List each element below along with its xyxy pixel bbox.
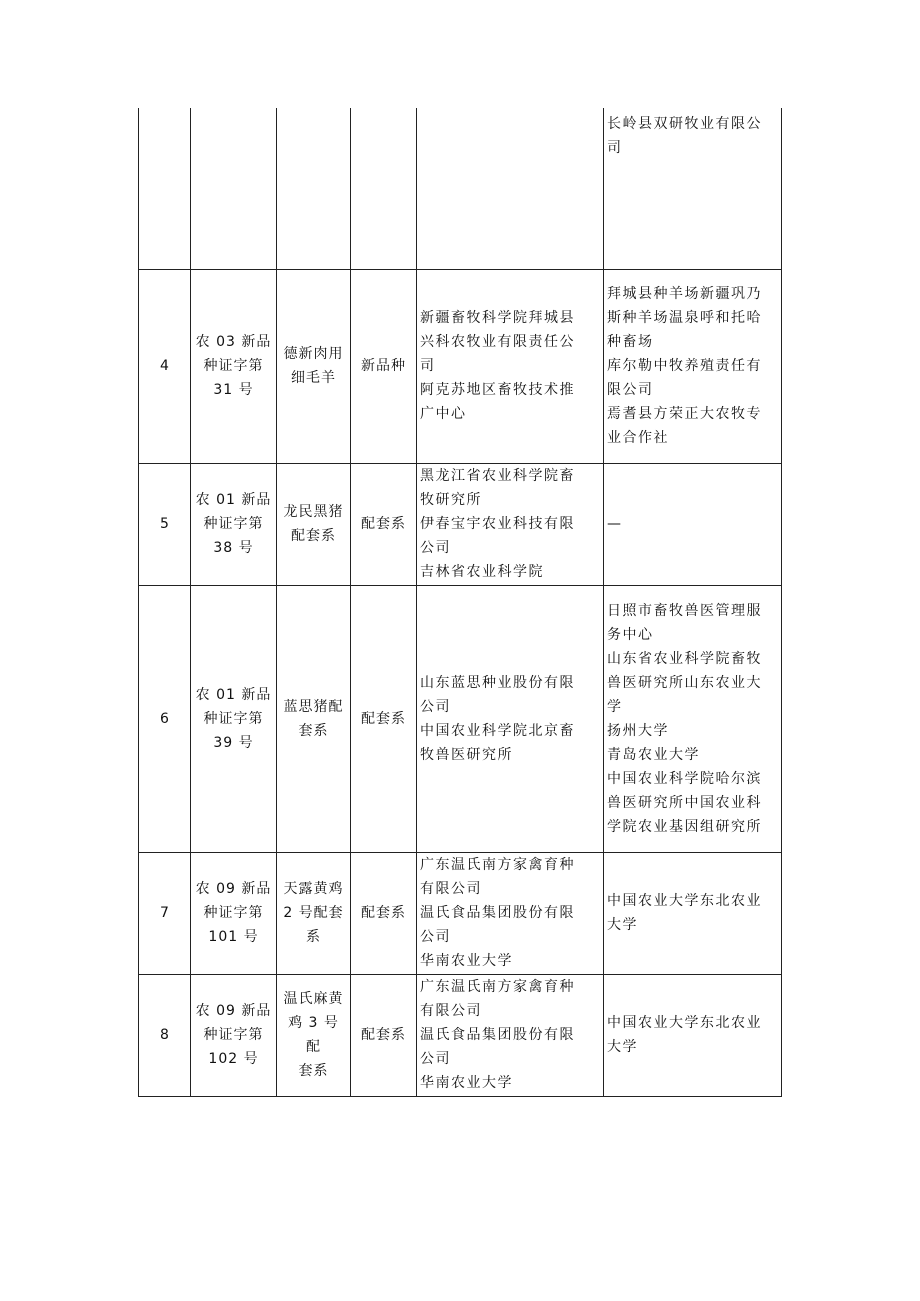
text-line: 公司	[420, 1051, 451, 1067]
text-line: 务中心	[607, 626, 654, 643]
text-line: 兽医研究所山东农业大	[607, 674, 762, 691]
text-line: 大学	[607, 917, 638, 933]
breeding-unit	[417, 974, 604, 1096]
text-line: 公司	[420, 698, 451, 715]
text-line: 农 09 新品	[195, 881, 272, 897]
breeding-unit	[417, 585, 604, 852]
text-line: 系	[306, 929, 321, 945]
breed-type: 新品种	[351, 269, 417, 463]
breed-name	[277, 585, 351, 852]
text-line: 司	[420, 358, 436, 374]
text-line: 31 号	[213, 382, 254, 398]
cooperating-unit	[604, 585, 782, 852]
certificate-number	[191, 852, 277, 974]
breed-name	[277, 269, 351, 463]
text-line: 库尔勒中牧养殖责任有	[607, 358, 762, 374]
text-line: 广中心	[420, 406, 467, 422]
breed-type: 配套系	[351, 974, 417, 1096]
text-line: 广东温氏南方家禽育种	[420, 857, 575, 873]
text-line: 公司	[420, 540, 451, 556]
text-line: 中国农业科学院哈尔滨	[607, 770, 762, 787]
text-line: 种畜场	[607, 334, 654, 350]
breed-type	[351, 108, 417, 269]
cooperating-unit	[604, 974, 782, 1096]
text-line: 大学	[607, 1039, 638, 1055]
text-line: 公司	[420, 929, 451, 945]
text-line: 学	[607, 698, 623, 715]
text-line: 种证字第	[203, 905, 264, 921]
text-line: 吉林省农业科学院	[420, 564, 544, 580]
text-line: 限公司	[607, 382, 654, 398]
table-row	[139, 108, 782, 269]
text-line: 华南农业大学	[420, 953, 513, 969]
breeding-unit	[417, 108, 604, 269]
text-line: 温氏麻黄	[283, 991, 344, 1007]
text-line: 配套系	[291, 528, 336, 544]
breed-type: 配套系	[351, 585, 417, 852]
text-line: 德新肉用	[283, 346, 344, 362]
text-line: 种证字第	[203, 516, 264, 532]
text-line: 青岛农业大学	[607, 746, 700, 763]
table-row	[139, 463, 782, 585]
text-line: 学院农业基因组研究所	[607, 818, 762, 835]
text-line: 山东省农业科学院畜牧	[607, 650, 762, 667]
cooperating-unit	[604, 852, 782, 974]
text-line: 农 09 新品	[195, 1003, 272, 1019]
text-line: 种证字第	[203, 1027, 264, 1043]
certificate-number	[191, 974, 277, 1096]
text-line: 有限公司	[420, 881, 482, 897]
breed-name	[277, 108, 351, 269]
text-line: 农 03 新品	[195, 334, 272, 350]
text-line: 101 号	[208, 929, 259, 945]
text-line: 新疆畜牧科学院拜城县	[420, 310, 575, 326]
row-number: 6	[139, 585, 191, 852]
certificate-number	[191, 269, 277, 463]
text-line: 广东温氏南方家禽育种	[420, 979, 575, 995]
registry-table	[138, 108, 782, 1097]
table-row	[139, 585, 782, 852]
text-line: 牧兽医研究所	[420, 746, 513, 763]
text-line: 伊春宝宇农业科技有限	[420, 516, 575, 532]
text-line: 焉耆县方荣正大农牧专	[607, 406, 762, 422]
text-line: 中国农业大学东北农业	[607, 1015, 762, 1031]
certificate-number	[191, 585, 277, 852]
text-line: 套系	[298, 1063, 329, 1079]
text-line: 中国农业科学院北京畜	[420, 722, 575, 739]
row-number: 7	[139, 852, 191, 974]
text-line: 2 号配套	[283, 905, 344, 921]
text-line: 牧研究所	[420, 492, 482, 508]
text-line: 阿克苏地区畜牧技术推	[420, 382, 575, 398]
text-line: 种证字第	[203, 358, 264, 374]
text-line: 司	[607, 140, 623, 156]
text-line: 102 号	[208, 1051, 259, 1067]
breed-name	[277, 852, 351, 974]
cooperating-unit	[604, 269, 782, 463]
text-line: 兽医研究所中国农业科	[607, 794, 762, 811]
certificate-number	[191, 463, 277, 585]
text-line: 种证字第	[203, 710, 264, 727]
text-line: 套系	[298, 722, 329, 739]
row-number: 4	[139, 269, 191, 463]
text-line: 39 号	[213, 734, 254, 751]
text-line: 日照市畜牧兽医管理服	[607, 602, 762, 619]
breed-name	[277, 463, 351, 585]
text-line: 业合作社	[607, 430, 669, 446]
breeding-unit	[417, 269, 604, 463]
text-line: 温氏食品集团股份有限	[420, 1027, 575, 1043]
text-line: 农 01 新品	[195, 686, 272, 703]
row-number: 5	[139, 463, 191, 585]
text-line: 拜城县种羊场新疆巩乃	[607, 286, 762, 302]
breeding-unit	[417, 463, 604, 585]
table-row	[139, 852, 782, 974]
text-line: 斯种羊场温泉呼和托哈	[607, 310, 762, 326]
text-line: 温氏食品集团股份有限	[420, 905, 575, 921]
breed-name	[277, 974, 351, 1096]
text-line: 细毛羊	[291, 370, 336, 386]
row-number: 8	[139, 974, 191, 1096]
text-line: 天露黄鸡	[283, 881, 344, 897]
text-line: 兴科农牧业有限责任公	[420, 334, 575, 350]
text-line: 中国农业大学东北农业	[607, 893, 762, 909]
text-line: 华南农业大学	[420, 1075, 513, 1091]
text-line: 长岭县双研牧业有限公	[607, 116, 762, 132]
text-line: 鸡 3 号配	[288, 1015, 339, 1055]
text-line: 有限公司	[420, 1003, 482, 1019]
cooperating-unit	[604, 463, 782, 585]
cooperating-unit	[604, 108, 782, 269]
table-row	[139, 269, 782, 463]
text-line: 山东蓝思种业股份有限	[420, 674, 575, 691]
text-line: 龙民黑猪	[283, 504, 344, 520]
text-line: 蓝思猪配	[283, 698, 344, 715]
breed-type: 配套系	[351, 463, 417, 585]
text-line: 黑龙江省农业科学院畜	[420, 468, 575, 484]
certificate-number	[191, 108, 277, 269]
breeding-unit	[417, 852, 604, 974]
text-line: 农 01 新品	[195, 492, 272, 508]
table-row	[139, 974, 782, 1096]
text-line: —	[607, 516, 623, 532]
row-number	[139, 108, 191, 269]
text-line: 38 号	[213, 540, 254, 556]
text-line: 扬州大学	[607, 722, 669, 739]
breed-type: 配套系	[351, 852, 417, 974]
